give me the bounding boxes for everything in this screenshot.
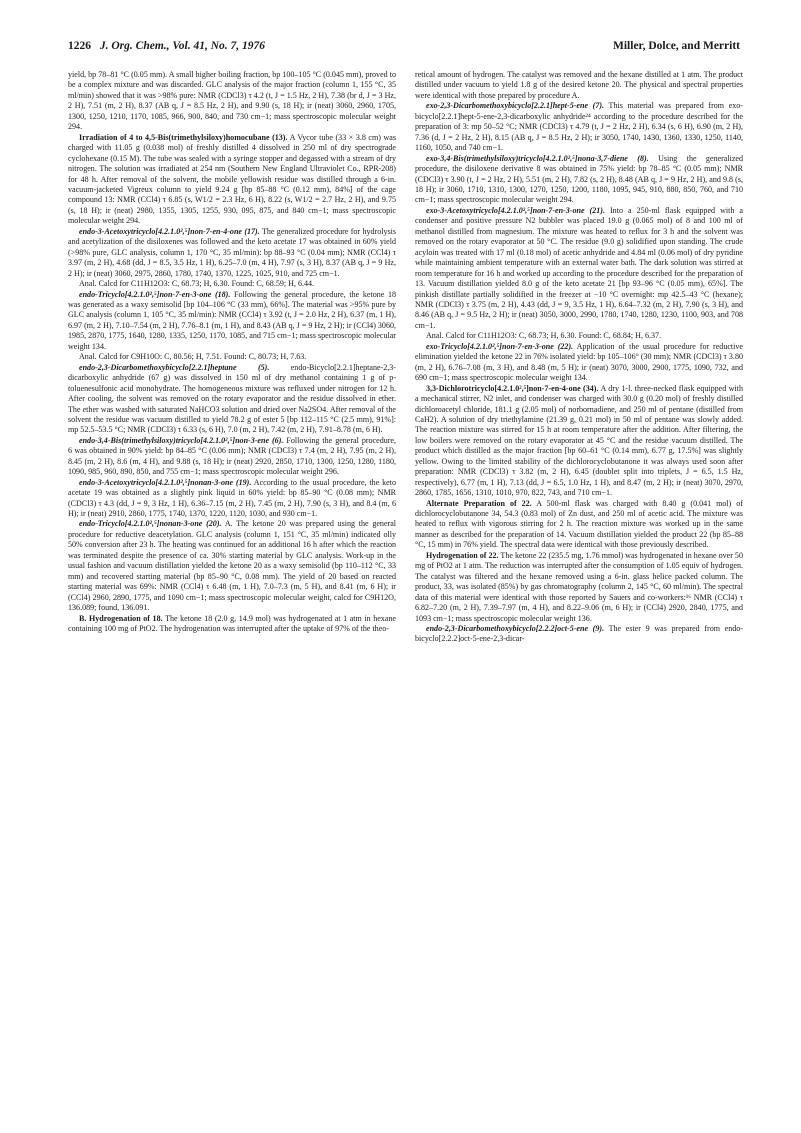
- header-authors: Miller, Dolce, and Merritt: [613, 40, 740, 52]
- paragraph: [68, 352, 396, 362]
- paragraph: [68, 290, 396, 353]
- section-heading: endo-Tricyclo[4.2.1.0²,⁵]non-7-en-3-one (18).: [79, 289, 231, 299]
- paragraph: [415, 551, 743, 624]
- paragraph: [68, 436, 396, 478]
- text-column-left: [68, 70, 396, 1110]
- paragraph-text: A. The ketone 20 was prepared using the general procedure for reductive deacetylation. GLC analysis (column 1, 151 °C, 35 ml/min) indicated olly 50% conversion after 23 h. The heating was continued for an additional 16 h after which the reaction was terminated despite the presence of ca. 30% starting material by GLC analysis. Work-up in the usual fashion and vacuum distillation yielded the ketone 20 as a waxy semisolid (bp 110–112 °C, 33 mm) and recovered starting material (bp 85–90 °C, 0.08 mm). The yield of 20 based on reacted starting material was 69%: NMR (CCl4) τ 6.48 (m, 1 H), 7.0–7.3 (m, 5 H), and 8.41 (m, 6 H); ir (CCl4) 2960, 2890, 1775, and 1090 cm−1; mass spectroscopic molecular weight, calcd for C9H12O, 136.089; found, 136.091.: [68, 519, 396, 613]
- section-heading: exo-3,4-Bis(trimethylsiloxy)tricyclo[4.2.1.0²,⁵]nona-3,7-diene (8).: [426, 153, 649, 163]
- section-heading: endo-3,4-Bis(trimethylsiloxy)tricyclo[4.2.1.0²,⁵]non-3-ene (6).: [79, 435, 284, 445]
- paragraph: [415, 154, 743, 206]
- paragraph-text: Following the general procedure, 6 was obtained in 90% yield: bp 84–85 °C (0.06 mm); NMR (CDCl3) τ 7.4 (m, 2 H), 7.95 (m, 2 H), 8.45 (m, 2 H), 8.6 (m, 4 H), and 9.88 (s, 18 H); ir (neat) 2920, 2850, 1710, 1300, 1250, 1280, 1180, 1090, 985, 960, 890, 850, and 755 cm−1; mass spectroscopic molecular weight 296.: [68, 435, 396, 477]
- journal-citation: J. Org. Chem., Vol. 41, No. 7, 1976: [99, 40, 266, 52]
- header-left: [68, 40, 265, 52]
- section-heading: exo-3-Acetoxytricyclo[4.2.1.0²,⁵]non-7-en-3-one (21).: [426, 205, 605, 215]
- paragraph: [68, 279, 396, 289]
- running-header: [68, 40, 740, 62]
- paragraph: [415, 101, 743, 153]
- paragraph: [415, 206, 743, 331]
- paragraph-text: The ketone 18 (2.0 g, 14.9 mol) was hydrogenated at 1 atm in hexane containing 100 mg of PtO2. The hydrogenation was interrupted after the uptake of 97% of the theo-: [68, 613, 396, 634]
- paragraph-text: A dry 1-l. three-necked flask equipped with a mechanical stirrer, N2 inlet, and condenser was charged with 30.0 g (0.20 mol) of freshly distilled dichloroacetyl chloride, 181.1 g (2.05 mol) of norbornadiene, and 250 ml of pentane (distilled from CaH2). A solution of dry triethylamine (21.39 g, 0.21 mol) in 50 ml of pentane was slowly added. The reaction mixture was stirred for 15 h at room temperature after the addition. After filtering, the low boilers were removed on the rotary evaporator at 45 °C and the residue vacuum distilled. The product which distilled as the major fraction [bp 60–61 °C (0.14 mm), 6.77 g, 17.5%] was slightly yellow. Owing to the limited stability of the dichlorocyclobutanone it was always used soon after preparation: NMR (CDCl3) τ 3.82 (m, 2 H), 6.45 (doublet split into triplets, J = 6.5, 1.5 Hz, respectively), 6.77 (m, 1 H), 7.13 (dd, J = 6.5, 1.0 Hz, 1 H), and 8.47 (m, 2 H); ir (neat) 3070, 2970, 2860, 1785, 1656, 1310, 1010, 970, 822, 743, and 710 cm−1.: [415, 383, 743, 498]
- section-heading: exo-Tricyclo[4.2.1.0²,⁵]non-7-en-3-one (22).: [426, 341, 574, 351]
- paragraph: [415, 70, 743, 101]
- section-heading: endo-Tricyclo[4.2.1.0²,⁵]nonan-3-one (20).: [79, 519, 222, 529]
- paragraph: [68, 70, 396, 133]
- paragraph-text: Following the general procedure, the ketone 18 was generated as a waxy semisolid [bp 104–106 °C (33 mm), 66%]. The material was >95% pure by GLC analysis (column 1, 105 °C, 35 ml/min): NMR (CCl4) τ 3.92 (t, J = 2.0 Hz, 2 H), 6.37 (m, 1 H), 6.97 (m, 2 H), 7.10–7.54 (m, 2 H), 7.76–8.1 (m, 1 H), and 8.43 (AB q, J = 9 Hz, 2 H); ir (CCl4) 3060, 1985, 2870, 1775, 1640, 1280, 1335, 1250, 1170, 1085, and 715 cm−1; mass spectroscopic molecular weight 134.: [68, 289, 396, 351]
- paragraph: [415, 499, 743, 551]
- paragraph-text: Into a 250-ml flask equipped with a condenser and positive pressure N2 bubbler was placed 19.0 g (0.065 mol) of 8 and 100 ml of methanol distilled from magnesium. The mixture was heated to reflux for 3 h and the solvent was removed on the rotary evaporator at 50 °C. The residue (9.0 g) solidified upon standing. The crude acyloin was treated with 17 ml (0.18 mol) of acetic anhydride and 4.84 ml (0.06 mol) of dry pyridine while maintaining ambient temperature with an external water bath. The dark solution was stirred at room temperature for 16 h and worked up according to the procedure described for the preparation of 13. Vacuum distillation yielded 8.0 g of the keto acetate 21 [bp 93–96 °C (0.05 mm), 65%]. The pinkish distillate partially solidified in the freezer at −10 °C overnight: mp 42.5–43 °C (hexane); NMR (CDCl3) τ 3.75 (m, 2 H), 4.43 (dd, J = 9, 3.5 Hz, 1 H), 6.64–7.32 (m, 2 H), 7.90 (s, 3 H), and 8.46 (AB q, J = 9.5 Hz, 2 H); ir (neat) 3050, 3000, 2990, 1780, 1740, 1280, 1230, 1100, 903, and 708 cm−1.: [415, 205, 743, 330]
- paragraph-text: According to the usual procedure, the keto acetate 19 was obtained as a slightly pink liquid in 60% yield: bp 85–90 °C (0.08 mm); NMR (CDCl3) τ 4.3 (dd, J = 9, 3 Hz, 1 H), 6.36–7.15 (m, 2 H), 7.45 (m, 2 H), 7.90 (s, 3 H), and 8.4 (m, 6 H); ir (neat) 2910, 2860, 1775, 1740, 1370, 1220, 1120, 1030, and 930 cm−1.: [68, 477, 396, 519]
- paragraph-text: Anal. Calcd for C9H10O: C, 80.56; H, 7.51. Found: C, 80.73; H, 7.63.: [79, 352, 307, 362]
- paragraph: [415, 331, 743, 341]
- section-heading: Irradiation of 4 to 4,5-Bis(trimethylsiloxy)homocubane (13).: [79, 132, 288, 142]
- paragraph-text: Anal. Calcd for C11H12O3: C, 68.73; H, 6.30. Found: C, 68.84; H, 6.37.: [426, 331, 662, 341]
- paragraph-text: Using the generalized procedure, the disiloxene derivative 8 was obtained in 75% yield: bp 78–85 °C (0.05 mm); NMR (CDCl3) τ 3.90 (t, J = 2 Hz, 2 H), 5.51 (m, 2 H), 7.82 (s, 2 H), 8.48 (AB q, J = 9 Hz, 2 H), and 9.8 (s, 18 H); ir 3060, 1710, 1310, 1300, 1270, 1250, 1200, 1180, 1095, 945, 910, 880, 850, 760, and 710 cm−1; mass spectroscopic molecular weight 294.: [415, 153, 743, 205]
- paragraph: [415, 342, 743, 384]
- paragraph-text: Application of the usual procedure for reductive elimination yielded the ketone 22 in 76% isolated yield: bp 105–106° (30 mm); NMR (CDCl3) τ 3.80 (m, 2 H), 6.76–7.08 (m, 3 H), and 8.48 (m, 5 H); ir (neat) 3070, 3000, 2900, 1775, 1090, 732, and 690 cm−1; mass spectroscopic molecular weight 134.: [415, 341, 743, 383]
- paragraph-text: This material was prepared from exo-bicyclo[2.2.1]hept-5-ene-2,3-dicarboxylic anhydride²⁴ according to the procedure described for the preparation of 3: mp 50–52 °C; NMR (CDCl3) τ 4.79 (t, J = 2 Hz, 2 H), 6.34 (s, 6 H), 6.90 (m, 2 H), 7.36 (d, J = 2 Hz, 2 H), 8.15 (AB q, J = 8.5 Hz, 2 H); ir 3050, 1740, 1430, 1360, 1330, 1250, 1140, 1160, 1050, and 740 cm−1.: [415, 101, 743, 153]
- paragraph-text: Anal. Calcd for C11H12O3: C, 68.73; H, 6.30. Found: C, 68.59; H, 6.44.: [79, 279, 315, 289]
- section-heading: endo-2,3-Dicarbomethoxybicyclo[2.2.1]heptane (5).: [79, 362, 270, 372]
- paragraph-text: retical amount of hydrogen. The catalyst was removed and the hexane distilled at 1 atm. The product distilled under vacuum to yield 1.8 g of the desired ketone 20. The physical and spectral properties were identical with those prepared by procedure A.: [415, 70, 743, 100]
- paragraph-text: yield, bp 78–81 °C (0.05 mm). A small higher boiling fraction, bp 100–105 °C (0.045 mm), proved to be a complex mixture and was discarded. GLC analysis of the major fraction (column 1, 155 °C, 35 ml/min) showed that it was >98% pure: NMR (CDCl3) τ 4.2 (t, J = 1.5 Hz, 2 H), 7.38 (br d, J = 3 Hz, 2 H), 7.51 (m, 2 H), 8.37 (AB q, J = 8.5 Hz, 2 H), and 9.90 (s, 18 H); ir (neat) 3060, 2960, 1705, 1300, 1250, 1210, 1170, 1085, 966, 900, 840, and 730 cm−1; mass spectroscopic molecular weight 294.: [68, 70, 396, 132]
- section-heading: Hydrogenation of 22.: [426, 550, 499, 560]
- section-heading: endo-3-Acetoxytricyclo[4.2.1.0²,⁵]nonan-3-one (19).: [79, 477, 252, 487]
- section-heading: Alternate Preparation of 22.: [426, 498, 532, 508]
- paragraph-text: endo-Bicyclo[2.2.1]heptane-2,3-dicarboxylic anhydride (67 g) was dissolved in 150 ml of dry methanol containing 1 g of p-toluenesulfonic acid monohydrate. The homogeneous mixture was refluxed under nitrogen for 12 h. After cooling, the solvent was removed on the rotary evaporator and the residue dissolved in ether. The ether was washed with saturated NaHCO3 solution and dried over Na2SO4. After removal of the solvent the residue was vacuum distilled to yield 78.2 g of ester 5 [bp 112–115 °C (2.5 mm), 91%]: mp 52.5–53.5 °C; NMR (CDCl3) τ 6.33 (s, 6 H), 7.0 (m, 2 H), 7.42 (m, 2 H), 7.91–8.78 (m, 6 H).: [68, 362, 396, 435]
- paragraph: [68, 519, 396, 613]
- paragraph: [415, 384, 743, 499]
- paragraph-text: A 500-ml flask was charged with 8.40 g (0.041 mol) of dichlorocyclobutanone 34, 54.3 (0.83 mol) of Zn dust, and 250 ml of acetic acid. The mixture was heated to reflux with vigorous stirring for 2 h. The reaction mixture was worked up in the same manner as described for the preparation of 14. Vacuum distillation yielded the product 22 (bp 85–88 °C, 15 mm) in 76% yield. The spectral data were identical with those previously described.: [415, 498, 743, 550]
- paragraph: [68, 614, 396, 635]
- section-heading: B. Hydrogenation of 18.: [79, 613, 163, 623]
- paragraph-text: The generalized procedure for hydrolysis and acetylization of the disiloxenes was followed and the keto acetate 17 was obtained in 60% yield (>98% pure, GLC analysis, column 1, 170 °C, 35 ml/min): bp 88–93 °C (0.04 mm); NMR (CCl4) τ 3.97 (m, 2 H), 4.68 (dd, J = 8.5, 3.5 Hz, 1 H), 6.25–7.0 (m, 4 H), 7.97 (s, 3 H), 8.37 (AB q, J = 9 Hz, 2 H); ir (neat) 3060, 2975, 2860, 1780, 1740, 1370, 1225, 1025, 910, and 725 cm−1.: [68, 226, 396, 278]
- paragraph-text: A Vycor tube (33 × 3.8 cm) was charged with 11.05 g (0.038 mol) of freshly distilled 4 dissolved in 250 ml of dry spectrograde cyclohexane (0.15 M). The tube was sealed with a syringe stopper and degassed with a stream of dry nitrogen. The solution was irradiated at 254 nm (Southern New England Ultraviolet Co., RPR-208) for 48 h. After removal of the solvent, the mobile yellowish residue was distilled through a 6-in. vacuum-jacketed Vigreux column to yield 9.24 g [bp 85–88 °C (0.12 mm), 84%] of the cage compound 13: NMR (CCl4) τ 6.85 (s, W1/2 = 2.3 Hz, 6 H), 8.22 (s, W1/2 = 2.7 Hz, 2 H), and 9.75 (s, 18 H); ir (neat) 2980, 1355, 1305, 1255, 930, 095, 875, and 840 cm−1; mass spectroscopic molecular weight 294.: [68, 132, 396, 226]
- paragraph: [68, 363, 396, 436]
- paragraph: [415, 624, 743, 645]
- section-heading: endo-2,3-Dicarbomethoxybicyclo[2.2.2]oct-5-ene (9).: [426, 624, 605, 634]
- paragraph: [68, 133, 396, 227]
- text-column-right: [415, 70, 743, 1110]
- paragraph-text: The ester 9 was prepared from endo-bicyclo[2.2.2]oct-5-ene-2,3-dicar-: [415, 624, 743, 644]
- paragraph: [68, 478, 396, 520]
- paragraph-text: The ketone 22 (235.5 mg, 1.76 mmol) was hydrogenated in hexane over 50 mg of PtO2 at 1 atm. The reduction was interrupted after the consumption of 1.05 equiv of hydrogen. The catalyst was filtered and the hexane removed using a 6-in. glass helice packed column. The product, 33, was isolated (85%) by gas chromatography (column 2, 145 °C, 60 ml/min). The spectral data of this material were identical with those reported by Sauers and co-workers:¹⁶ NMR (CCl4) τ 6.82–7.20 (m, 2 H), 7.39–7.97 (m, 4 H), and 8.22–9.06 (m, 6 H); ir (CCl4) 2920, 2840, 1775, and 1093 cm−1; mass spectroscopic molecular weight 136.: [415, 550, 743, 623]
- section-heading: 3,3-Dichlorotricyclo[4.2.1.0²,⁵]non-7-en-4-one (34).: [426, 383, 599, 393]
- section-heading: exo-2,3-Dicarbomethoxybicyclo[2.2.1]hept-5-ene (7).: [426, 101, 605, 111]
- page-number: 1226: [68, 40, 91, 52]
- paragraph: [68, 227, 396, 279]
- section-heading: endo-3-Acetoxytricyclo[4.2.1.0²,⁵]non-7-en-4-one (17).: [79, 226, 260, 236]
